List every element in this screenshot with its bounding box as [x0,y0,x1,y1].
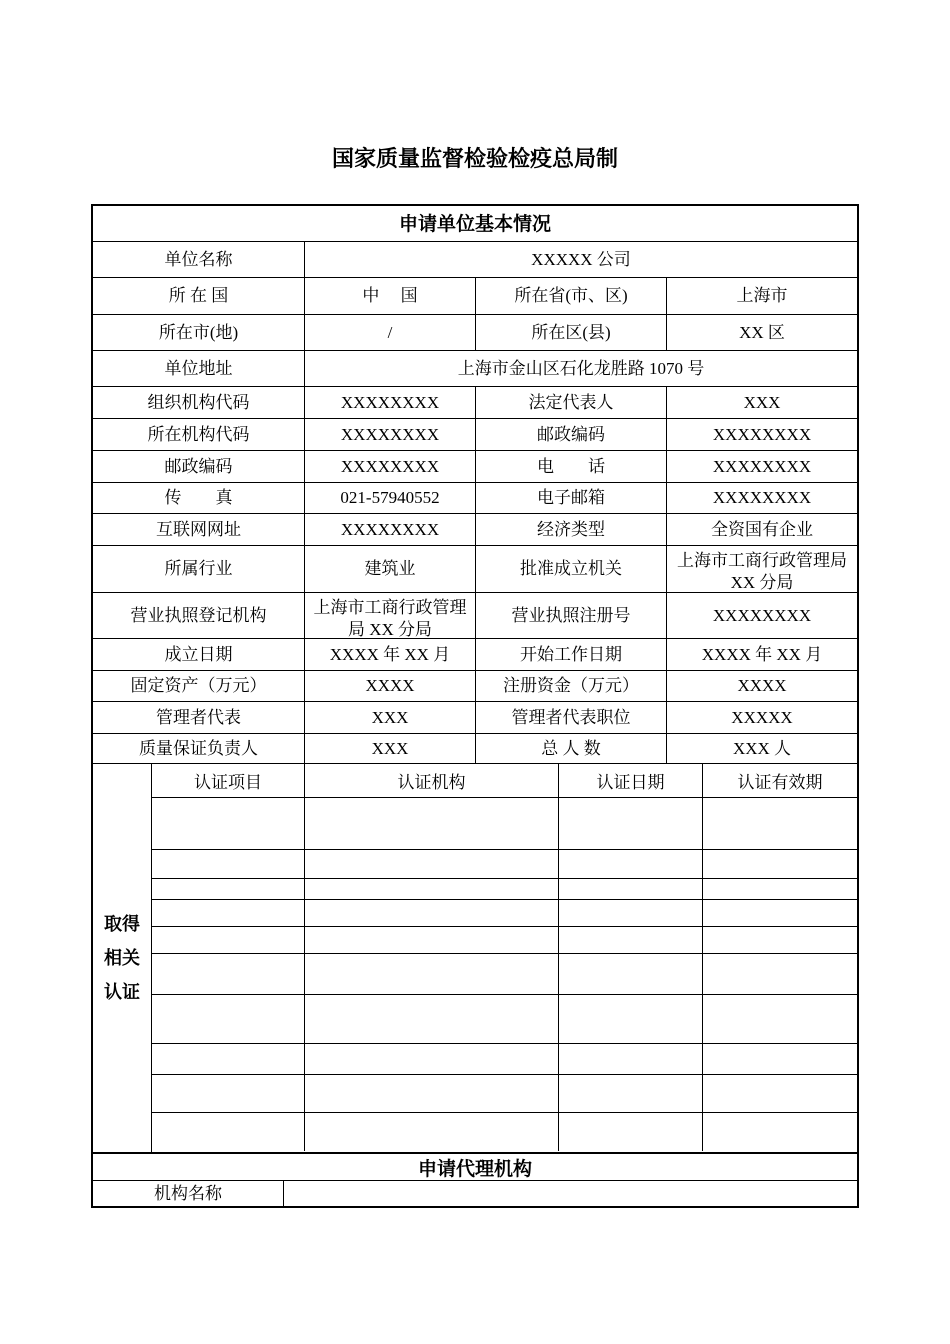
cert-cell[interactable] [152,954,305,994]
row-quality [93,734,857,764]
row-manager [93,702,857,734]
cert-row [152,954,857,995]
label-province: 所在省(市、区) [476,278,667,314]
label-loc-org-code: 所在机构代码 [93,419,305,450]
label-phone: 电 话 [476,451,667,482]
cert-cell[interactable] [703,954,857,994]
cert-cell[interactable] [559,927,703,953]
label-license-number: 营业执照注册号 [476,593,667,638]
value-manager-rep: XXX [305,702,476,733]
cert-cell[interactable] [559,879,703,899]
cert-header-row [152,764,857,798]
row-loc-org-code [93,419,857,451]
cert-cell[interactable] [559,798,703,849]
label-address: 单位地址 [93,351,305,386]
label-unit-name: 单位名称 [93,242,305,277]
label-legal-rep: 法定代表人 [476,387,667,418]
value-license-authority: 上海市工商行政管理局 XX 分局 [305,593,476,638]
cert-cell[interactable] [152,1113,305,1151]
cert-cell[interactable] [703,798,857,849]
label-fax: 传 真 [93,483,305,513]
cert-cell[interactable] [703,1075,857,1112]
header-cert-item: 认证项目 [152,764,305,797]
cert-cell[interactable] [703,1044,857,1074]
row-unit-name [93,242,857,278]
value-economy-type: 全资国有企业 [711,519,813,539]
value-registered-capital: XXXX [737,676,787,695]
value-headcount: XXX 人 [732,738,792,758]
value-district: XX 区 [739,322,785,342]
cert-row [152,798,857,850]
value-work-start: XXXX 年 XX 月 [701,644,823,664]
value-postcode-2: XXXXXXXX [305,451,476,482]
value-industry: 建筑业 [305,546,476,592]
value-fixed-assets: XXXX [305,671,476,701]
value-manager-position: XXXXX [731,707,793,727]
section-header-applicant [93,206,857,242]
value-agent-name[interactable] [284,1181,857,1206]
cert-cell[interactable] [559,995,703,1043]
cert-cell[interactable] [152,995,305,1043]
cert-row [152,879,857,900]
value-fax: 021-57940552 [305,483,476,513]
value-city: / [305,315,476,350]
application-form-table [91,204,859,1208]
row-city [93,315,857,351]
cert-row [152,1044,857,1075]
cert-row [152,1113,857,1151]
row-org-code [93,387,857,419]
cert-cell[interactable] [152,1044,305,1074]
value-address: 上海市金山区石化龙胜路 1070 号 [457,358,705,378]
value-license-number: XXXXXXXX [712,605,812,625]
value-province: 上海市 [736,286,788,305]
row-fax-email [93,483,857,514]
cert-cell[interactable] [305,927,559,953]
cert-cell[interactable] [305,995,559,1043]
row-agent-name [93,1181,857,1206]
cert-cell[interactable] [559,1113,703,1151]
label-country: 所 在 国 [93,278,305,314]
cert-cell[interactable] [703,1113,857,1151]
label-postcode-1: 邮政编码 [476,419,667,450]
cert-cell[interactable] [305,879,559,899]
cert-cell[interactable] [305,954,559,994]
value-unit-name: XXXXX 公司 [531,249,631,269]
label-headcount: 总 人 数 [476,734,667,763]
cert-cell[interactable] [305,900,559,926]
cert-cell[interactable] [305,850,559,878]
cert-row [152,850,857,879]
row-postal-phone [93,451,857,483]
cert-cell[interactable] [152,879,305,899]
label-district: 所在区(县) [476,315,667,350]
label-org-code: 组织机构代码 [93,387,305,418]
header-cert-body: 认证机构 [305,764,559,797]
row-assets [93,671,857,702]
cert-row [152,900,857,927]
value-country: 中 国 [305,278,476,314]
label-approval-authority: 批准成立机关 [476,546,667,592]
row-license [93,593,857,639]
document-title: 国家质量监督检验检疫总局制 [331,147,618,172]
header-cert-validity: 认证有效期 [737,773,823,792]
value-legal-rep: XXX [743,392,781,412]
label-economy-type: 经济类型 [476,514,667,545]
label-industry: 所属行业 [93,546,305,592]
cert-cell[interactable] [559,900,703,926]
label-manager-position: 管理者代表职位 [476,702,667,733]
section-header-agent [93,1152,857,1181]
cert-cell[interactable] [152,927,305,953]
label-manager-rep: 管理者代表 [93,702,305,733]
label-founded: 成立日期 [93,639,305,670]
cert-cell[interactable] [703,900,857,926]
cert-cell[interactable] [559,1075,703,1112]
value-phone: XXXXXXXX [712,456,812,476]
value-loc-org-code: XXXXXXXX [305,419,476,450]
cert-cell[interactable] [152,1075,305,1112]
row-address [93,351,857,387]
value-approval-authority: 上海市工商行政管理局 XX 分局 [677,551,847,592]
cert-cell[interactable] [559,850,703,878]
label-registered-capital: 注册资金（万元） [476,671,667,701]
label-quality-lead: 质量保证负责人 [93,734,305,763]
cert-row [152,927,857,954]
cert-cell[interactable] [152,798,305,849]
row-founded [93,639,857,671]
cert-cell[interactable] [559,954,703,994]
label-agent-name: 机构名称 [93,1181,284,1206]
label-city: 所在市(地) [93,315,305,350]
cert-cell[interactable] [152,850,305,878]
label-license-authority: 营业执照登记机构 [93,593,305,638]
section-title: 申请单位基本情况 [398,212,551,235]
value-quality-lead: XXX [305,734,476,763]
cert-cell[interactable] [703,879,857,899]
section-title-agent: 申请代理机构 [417,1158,532,1180]
cert-cell[interactable] [305,798,559,849]
value-website: XXXXXXXX [305,514,476,545]
value-founded: XXXX 年 XX 月 [305,639,476,670]
cert-cell[interactable] [305,1075,559,1112]
cert-section-label-text: 取得 相关 认证 [104,914,140,1003]
cert-cell[interactable] [305,1044,559,1074]
cert-cell[interactable] [305,1113,559,1151]
header-cert-date: 认证日期 [559,764,703,797]
cert-section-label [93,764,152,1154]
cert-cell[interactable] [703,927,857,953]
label-work-start: 开始工作日期 [476,639,667,670]
cert-cell[interactable] [152,900,305,926]
value-org-code: XXXXXXXX [305,387,476,418]
cert-row [152,995,857,1044]
row-country [93,278,857,315]
cert-cell[interactable] [559,1044,703,1074]
cert-cell[interactable] [703,995,857,1043]
row-web-economy [93,514,857,546]
label-fixed-assets: 固定资产（万元） [93,671,305,701]
certification-table [152,764,857,1154]
value-postcode-1: XXXXXXXX [712,424,812,444]
label-postcode-2: 邮政编码 [93,451,305,482]
row-industry [93,546,857,593]
cert-cell[interactable] [703,850,857,878]
label-email: 电子邮箱 [476,483,667,513]
cert-row [152,1075,857,1113]
label-website: 互联网网址 [93,514,305,545]
value-email: XXXXXXXX [712,488,812,507]
